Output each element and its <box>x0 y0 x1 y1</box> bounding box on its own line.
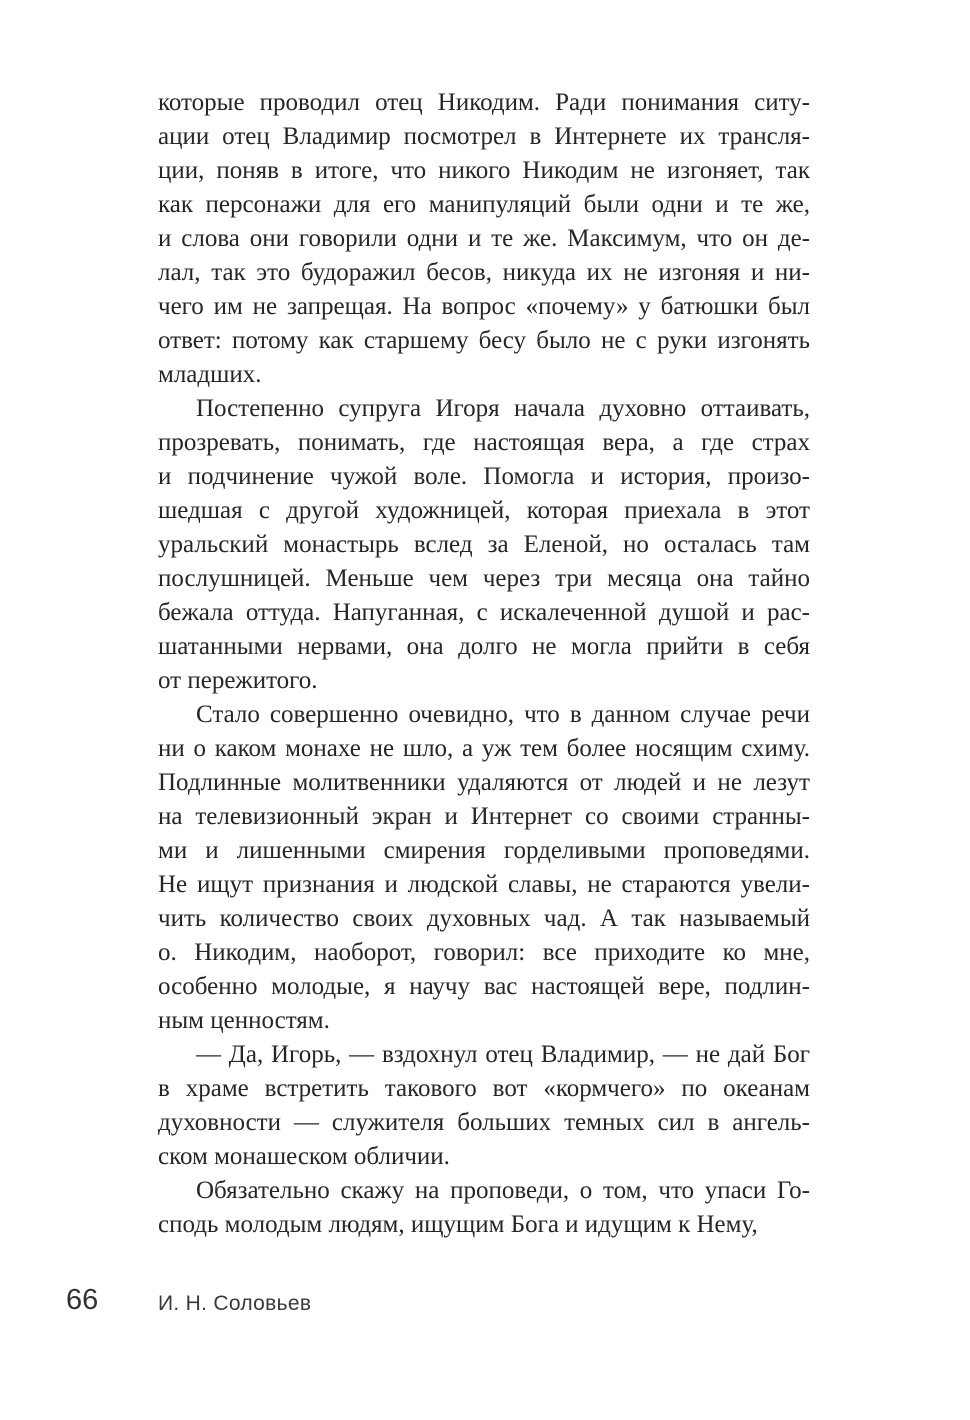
text-line: уральский монастырь вслед за Еленой, но осталась там <box>158 531 810 558</box>
text-line: и подчинение чужой воле. Помогла и история, произо- <box>158 463 810 490</box>
text-line: ми и лишенными смирения горделивыми проповедями. <box>158 837 810 864</box>
text-line: шедшая с другой художницей, которая приехала в этот <box>158 497 810 524</box>
text-line: лал, так это будоражил бесов, никуда их не изгоняя и ни- <box>158 259 810 286</box>
text-line: ным ценностям. <box>158 1007 330 1034</box>
text-line: на телевизионный экран и Интернет со своими странны- <box>158 803 810 830</box>
text-line: — Да, Игорь, — вздохнул отец Владимир, — не дай Бог <box>196 1041 810 1068</box>
text-line: ском монашеском обличии. <box>158 1143 450 1170</box>
text-line: в храме встретить такового вот «кормчего» по океанам <box>158 1075 810 1102</box>
paragraph <box>158 698 810 1038</box>
page-number: 66 <box>66 1284 99 1316</box>
text-line: особенно молодые, я научу вас настоящей вере, подлин- <box>158 973 810 1000</box>
text-line: ации отец Владимир посмотрел в Интернете их трансля- <box>158 123 810 150</box>
text-line: бежала оттуда. Напуганная, с искалеченной душой и рас- <box>158 599 810 626</box>
paragraph <box>158 1038 810 1174</box>
text-line: младших. <box>158 361 262 388</box>
text-line: ответ: потому как старшему бесу было не с руки изгонять <box>158 327 810 354</box>
paragraph <box>158 392 810 698</box>
text-line: которые проводил отец Никодим. Ради понимания ситу- <box>158 89 810 116</box>
running-title-author: И. Н. Соловьев <box>158 1292 312 1315</box>
text-line: Обязательно скажу на проповеди, о том, что упаси Го- <box>196 1177 810 1204</box>
text-line: сподь молодым людям, ищущим Бога и идущим к Нему, <box>158 1211 758 1238</box>
paragraph <box>158 86 810 392</box>
paragraph <box>158 1174 810 1242</box>
text-line: духовности — служителя больших темных сил в ангель- <box>158 1109 810 1136</box>
page-footer <box>0 1284 970 1324</box>
text-line: как персонажи для его манипуляций были одни и те же, <box>158 191 810 218</box>
text-line: Подлинные молитвенники удаляются от людей и не лезут <box>158 769 810 796</box>
text-line: и слова они говорили одни и те же. Максимум, что он де- <box>158 225 810 252</box>
text-line: Постепенно супруга Игоря начала духовно оттаивать, <box>196 395 810 422</box>
text-line: прозревать, понимать, где настоящая вера, а где страх <box>158 429 810 456</box>
text-line: Стало совершенно очевидно, что в данном случае речи <box>196 701 810 728</box>
text-line: ни о каком монахе не шло, а уж тем более носящим схиму. <box>158 735 810 762</box>
text-line: Не ищут признания и людской славы, не стараются увели- <box>158 871 810 898</box>
text-line: ции, поняв в итоге, что никого Никодим не изгоняет, так <box>158 157 810 184</box>
page-text <box>158 86 810 1242</box>
text-line: о. Никодим, наоборот, говорил: все приходите ко мне, <box>158 939 810 966</box>
text-line: шатанными нервами, она долго не могла прийти в себя <box>158 633 810 660</box>
text-line: чего им не запрещая. На вопрос «почему» у батюшки был <box>158 293 810 320</box>
text-line: от пережитого. <box>158 667 318 694</box>
text-line: послушницей. Меньше чем через три месяца она тайно <box>158 565 810 592</box>
text-line: чить количество своих духовных чад. А так называемый <box>158 905 810 932</box>
